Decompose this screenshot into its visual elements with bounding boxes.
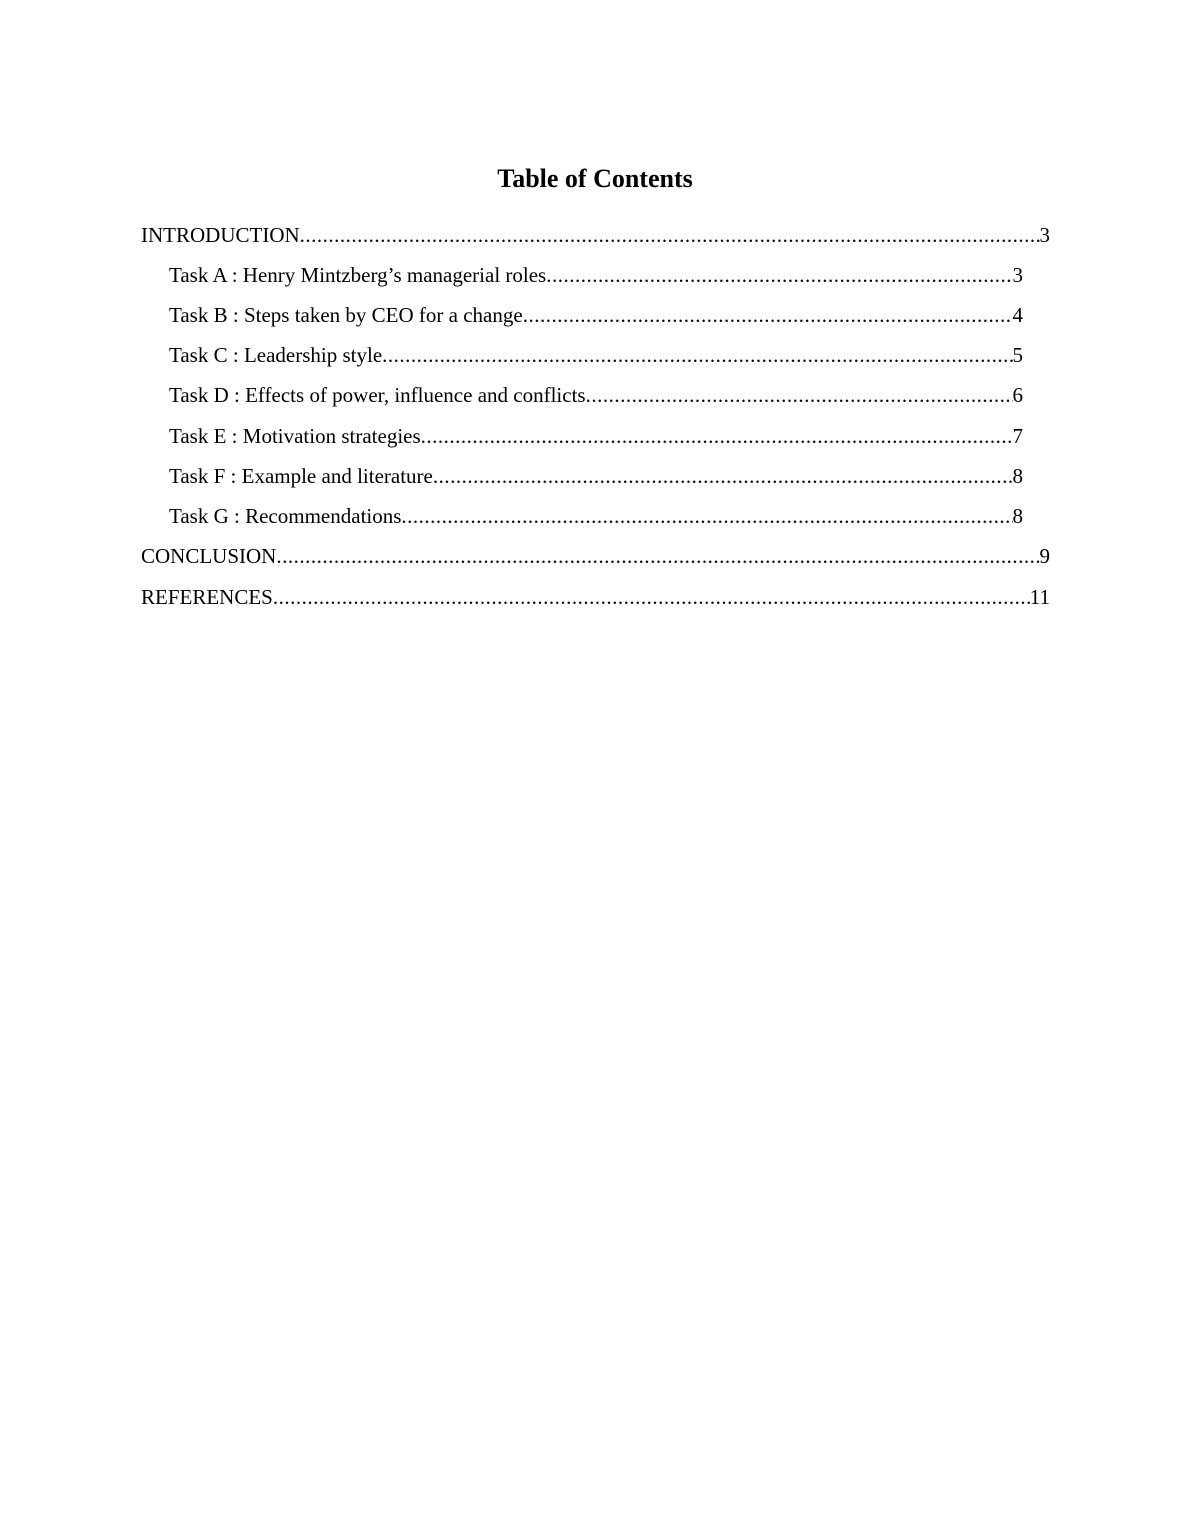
toc-entry-label: Task A : Henry Mintzberg’s managerial roles [169, 263, 547, 287]
toc-entry-label: Task D : Effects of power, influence and conflicts [169, 383, 586, 407]
toc-page-number: 8 [1012, 504, 1023, 528]
toc-entry-label: INTRODUCTION [141, 223, 300, 247]
toc-entry-task-f[interactable] [169, 461, 1023, 491]
toc-entry-task-c[interactable] [169, 340, 1023, 370]
toc-dot-leader [276, 541, 1039, 571]
toc-title: Table of Contents [497, 164, 693, 193]
toc-dot-leader [433, 461, 1013, 491]
toc-dot-leader [523, 300, 1013, 330]
toc-dot-leader [586, 380, 1013, 410]
toc-page-number: 11 [1029, 585, 1050, 609]
toc-entry-label: Task C : Leadership style [169, 343, 383, 367]
toc-entry-label: CONCLUSION [141, 544, 277, 568]
toc-entry-label: Task G : Recommendations [169, 504, 402, 528]
toc-entry-task-d[interactable] [169, 380, 1023, 410]
toc-page-number: 4 [1012, 303, 1023, 327]
toc-page-number: 9 [1039, 544, 1050, 568]
toc-dot-leader [421, 421, 1013, 451]
toc-entry-label: REFERENCES [141, 585, 273, 609]
toc-entry-task-a[interactable] [169, 260, 1023, 290]
toc-page-number: 3 [1039, 223, 1050, 247]
toc-dot-leader [382, 340, 1012, 370]
toc-entry-label: Task E : Motivation strategies [169, 424, 421, 448]
toc-dot-leader [273, 582, 1030, 612]
toc-page-number: 6 [1012, 383, 1023, 407]
toc-dot-leader [401, 501, 1012, 531]
toc-entry-conclusion[interactable] [141, 541, 1050, 571]
toc-entry-task-b[interactable] [169, 300, 1023, 330]
toc-entry-task-g[interactable] [169, 501, 1023, 531]
toc-entry-label: Task B : Steps taken by CEO for a change [169, 303, 523, 327]
toc-page-number: 7 [1012, 424, 1023, 448]
toc-page-number: 8 [1012, 464, 1023, 488]
toc-page-number: 5 [1012, 343, 1023, 367]
toc-entry-references[interactable] [141, 582, 1050, 612]
toc-page-number: 3 [1012, 263, 1023, 287]
toc-entry-introduction[interactable] [141, 220, 1050, 250]
toc-entry-task-e[interactable] [169, 421, 1023, 451]
toc-entry-label: Task F : Example and literature [169, 464, 433, 488]
toc-dot-leader [300, 220, 1040, 250]
toc-dot-leader [546, 260, 1012, 290]
